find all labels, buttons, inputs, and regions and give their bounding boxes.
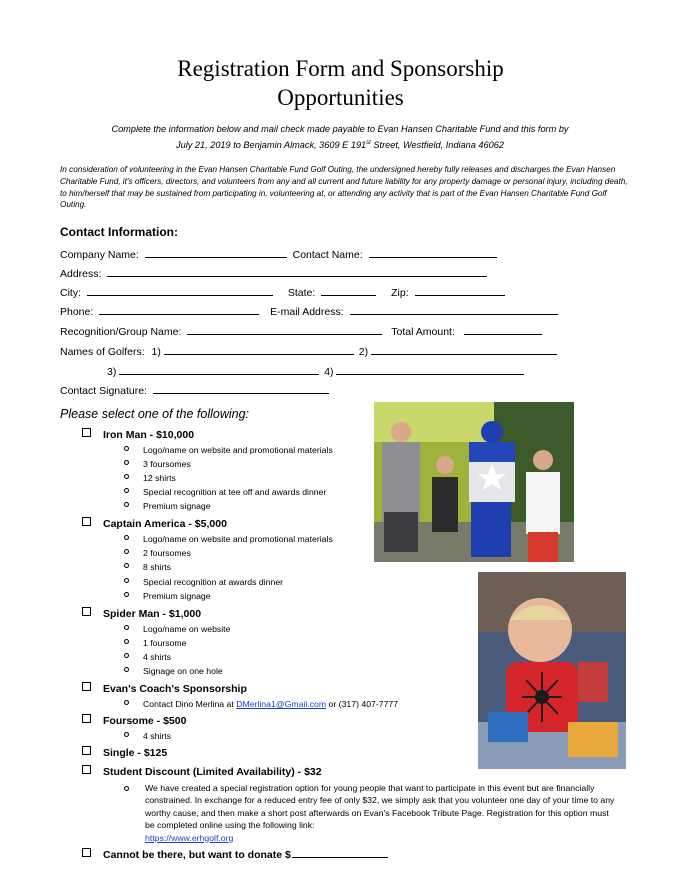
option-label: Student Discount (Limited Availability) - $32 (103, 766, 322, 778)
option-captain-america[interactable] (82, 517, 227, 530)
list-item (124, 459, 191, 469)
option-label: Evan's Coach's Sponsorship (103, 683, 247, 695)
page-title (0, 54, 681, 112)
photo-toddler-spider-shirt (478, 572, 626, 769)
checkbox[interactable] (82, 848, 91, 857)
photo-captain-america-group (374, 402, 574, 562)
state-label: State: (287, 287, 316, 299)
list-item (124, 624, 230, 634)
option-foursome[interactable] (82, 714, 186, 727)
checkbox[interactable] (82, 746, 91, 755)
student-text: We have created a special registration option for young people that want to participate in this event but are financially constrained. In exchange for a reduced entry fee of only $32, we simply ask that you volunteer one day of your time to any worthy cause, and then make a short post afterwards on Evan's Facebook Tribute Page. Registration for this option must be completed online using the following link: (145, 783, 615, 831)
address-field[interactable] (107, 266, 487, 277)
list-item (124, 534, 333, 544)
item-text: 4 shirts (143, 731, 172, 741)
city-field[interactable] (87, 285, 273, 296)
option-label: Spider Man - $1,000 (103, 608, 202, 620)
golfer-2-field[interactable] (371, 344, 557, 355)
option-label: Single - $125 (103, 747, 168, 759)
golfer-4-label: 4) (324, 366, 334, 378)
waiver-text: In consideration of volunteering in the Evan Hansen Charitable Fund Golf Outing, the undersigned hereby fully releases and discharges the Evan Hansen Charitable Fund, it's officers, directors, and volunteers from any and all current and future liability for any property damage or personal injury, including death, to him/herself that may be sustained from participating in, volunteering at, or attending any activity that is part of the Evan Hansen Charitable Fund Golf Outing. (60, 165, 628, 210)
phone-field[interactable] (99, 304, 259, 315)
intro-line-2 (60, 136, 620, 152)
total-label: Total Amount: (391, 326, 455, 338)
intro-line-1: Complete the information below and mail check made payable to Evan Hansen Charitable Fund and this form by (111, 124, 569, 134)
option-label: Captain America - $5,000 (103, 518, 227, 530)
signature-field[interactable] (153, 383, 329, 394)
checkbox[interactable] (82, 428, 91, 437)
title-line-2: Opportunities (277, 85, 404, 110)
recognition-label: Recognition/Group Name: (60, 326, 182, 338)
list-item (124, 473, 176, 483)
golfer-4-field[interactable] (336, 364, 524, 375)
list-item (124, 652, 171, 662)
option-label: Foursome - $500 (103, 715, 187, 727)
intro-instructions (60, 122, 620, 152)
select-heading: Please select one of the following: (60, 407, 250, 421)
checkbox[interactable] (82, 682, 91, 691)
list-item (124, 577, 283, 587)
item-text: 2 foursomes (143, 548, 191, 558)
address-row (60, 266, 487, 280)
bullet (124, 786, 129, 791)
donate-amount-field[interactable] (292, 847, 388, 858)
option-coach-sponsorship[interactable] (82, 682, 247, 695)
option-student-discount[interactable] (82, 765, 322, 778)
item-text: Contact Dino Merlina at (143, 699, 237, 709)
photo-svg (478, 572, 626, 769)
golfer-3-label: 3) (107, 366, 117, 378)
item-text: Signage on one hole (143, 666, 223, 676)
golfer-1-label: 1) (151, 346, 161, 358)
intro-superscript: st (366, 140, 371, 146)
contact-label: Contact Name: (292, 249, 363, 261)
zip-field[interactable] (415, 285, 505, 296)
item-text: Premium signage (143, 591, 211, 601)
contact-heading: Contact Information: (60, 225, 178, 239)
item-text: Special recognition at awards dinner (143, 577, 284, 587)
item-text: Logo/name on website and promotional materials (143, 534, 333, 544)
recognition-field[interactable] (187, 324, 382, 335)
total-field[interactable] (464, 324, 542, 335)
golfer-2-label: 2) (358, 346, 369, 358)
checkbox[interactable] (82, 714, 91, 723)
item-text: Logo/name on website (143, 624, 231, 634)
intro-line-2-text: July 21, 2019 to Benjamin Almack, 3609 E 191 (176, 140, 367, 151)
phone-label: Phone: (60, 306, 94, 318)
company-label: Company Name: (60, 249, 139, 261)
email-field[interactable] (350, 304, 558, 315)
zip-label: Zip: (391, 287, 409, 299)
golfer-3-field[interactable] (119, 364, 319, 375)
company-field[interactable] (145, 247, 287, 258)
signature-label: Contact Signature: (60, 385, 147, 397)
phone-email-row (60, 304, 558, 318)
option-label: Iron Man - $10,000 (103, 429, 195, 441)
student-registration-link[interactable]: https://www.erhgolf.org (145, 832, 234, 843)
item-text: 4 shirts (143, 652, 172, 662)
item-text: Premium signage (143, 501, 211, 511)
recognition-row (60, 324, 542, 338)
list-item (124, 638, 186, 648)
list-item (124, 666, 223, 676)
checkbox[interactable] (82, 517, 91, 526)
list-item (124, 548, 191, 558)
option-donate[interactable] (82, 847, 388, 861)
address-label: Address: (60, 268, 102, 280)
city-label: City: (60, 287, 81, 299)
list-item (124, 591, 211, 601)
email-label: E-mail Address: (270, 306, 344, 318)
student-description (145, 782, 615, 844)
list-item (124, 487, 326, 497)
checkbox[interactable] (82, 765, 91, 774)
signature-row (60, 383, 329, 397)
city-state-zip-row (60, 285, 505, 299)
option-iron-man[interactable] (82, 428, 194, 441)
item-text: 3 foursomes (143, 459, 191, 469)
item-text: 12 shirts (143, 473, 176, 483)
item-text: Logo/name on website and promotional materials (143, 445, 333, 455)
list-item (124, 501, 211, 511)
golfers-row-1 (60, 344, 557, 358)
coach-email-link[interactable]: DMerlina1@Gmail.com (236, 699, 327, 709)
item-text: Special recognition at tee off and awards dinner (143, 487, 327, 497)
item-text: 1 foursome (143, 638, 187, 648)
list-item (124, 731, 171, 741)
option-single[interactable] (82, 746, 167, 759)
golfers-row-2 (107, 364, 524, 378)
option-spider-man[interactable] (82, 607, 201, 620)
item-text: 8 shirts (143, 562, 172, 572)
checkbox[interactable] (82, 607, 91, 616)
list-item (124, 699, 398, 709)
list-item (124, 445, 333, 455)
intro-line-2-end: Street, Westfield, Indiana 46062 (370, 140, 504, 151)
golfers-label: Names of Golfers: (60, 346, 145, 358)
title-line-1: Registration Form and Sponsorship (177, 56, 504, 81)
golfer-1-field[interactable] (164, 344, 354, 355)
contact-field[interactable] (369, 247, 497, 258)
state-field[interactable] (321, 285, 376, 296)
company-contact-row (60, 247, 497, 261)
item-text: or (317) 407-7777 (326, 699, 399, 709)
list-item (124, 562, 171, 572)
photo-svg (374, 402, 574, 562)
option-label: Cannot be there, but want to donate $ (103, 849, 291, 861)
